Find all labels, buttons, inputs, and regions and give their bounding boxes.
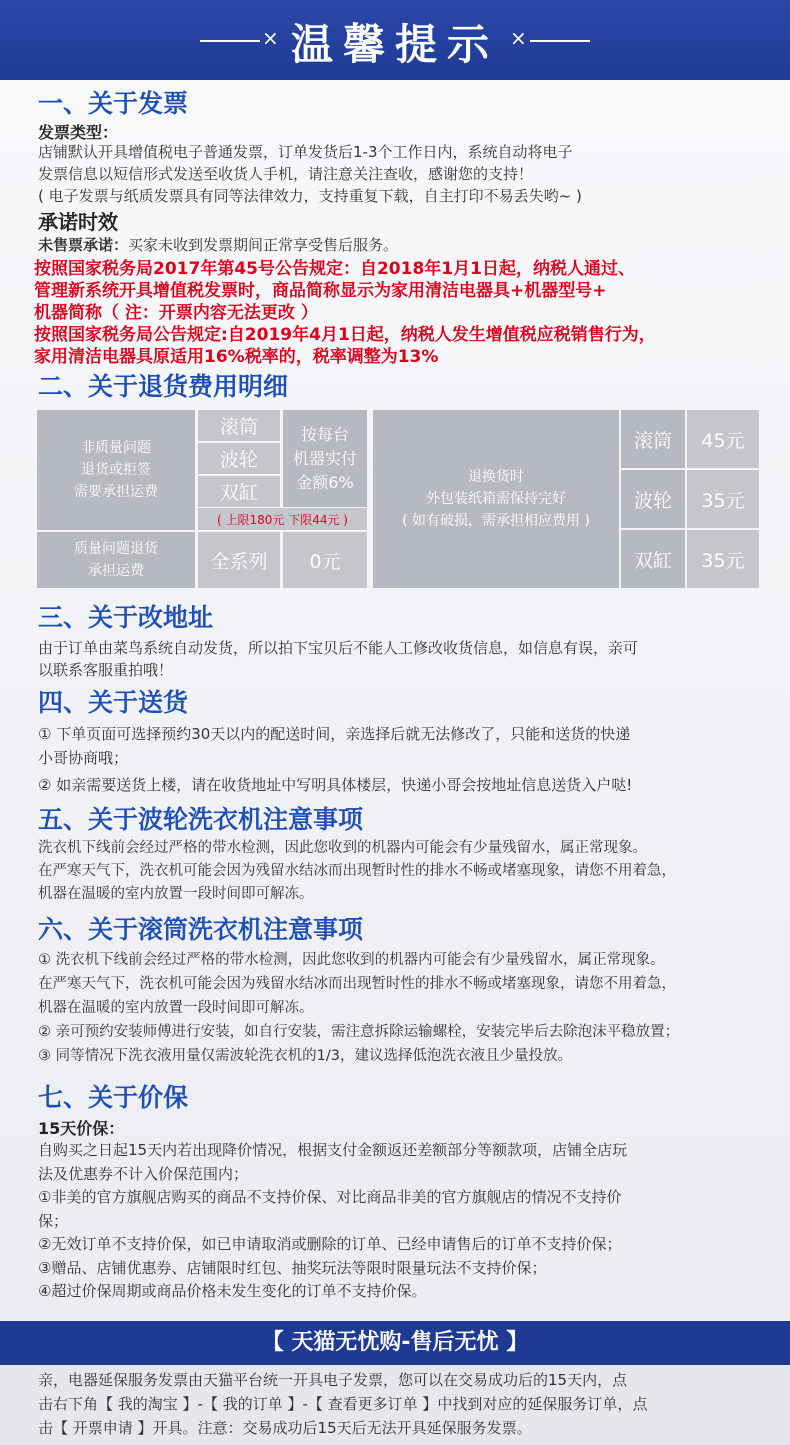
drum-line: 在严寒天气下，洗衣机可能会因为残留水结冰而出现暂时性的排水不畅或堵塞现象，请您不用着急， [38, 976, 676, 992]
quality-label-cell [37, 532, 195, 588]
page-title: 温馨提示 [290, 20, 499, 69]
price-line: 自购买之日起15天内若出现降价情况，根据支付金额返还差额部分等额款项，店铺全店玩 [38, 1141, 628, 1159]
cell-line: 承担运费 [88, 563, 144, 579]
type-drum-cell: 滚筒 [198, 410, 280, 441]
address-line: 以联系客服重拍哦！ [38, 661, 174, 679]
nonquality-label-cell [37, 410, 195, 530]
footer-line: 击【 开票申请 】开具。注意：交易成功后15天后无法开具延保服务发票。 [38, 1419, 532, 1437]
section-price-protect-heading: 七、关于价保 [38, 1083, 189, 1112]
promise-heading: 承诺时效 [38, 210, 118, 234]
invoice-type-text [38, 141, 758, 207]
tax-line: 按照国家税务局公告规定:自2019年4月1日起，纳税人发生增值税应税销售行为， [34, 325, 656, 345]
cell-line: 机器实付 [292, 448, 357, 468]
address-line: 由于订单由菜鸟系统自动发货，所以拍下宝贝后不能人工修改收货信息，如信息有误，亲可 [38, 639, 639, 657]
cell-line: 需要承担运费 [74, 484, 158, 500]
drum-text [38, 948, 783, 1068]
delivery-line: 小哥协商哦； [38, 749, 129, 767]
invoice-line: 店铺默认开具增值税电子普通发票，订单发货后1-3个工作日内，系统自动将电子 [38, 143, 573, 161]
section-pulsator-heading: 五、关于波轮洗衣机注意事项 [38, 805, 364, 834]
footer-line: 击右下角【 我的淘宝 】-【 我的订单 】-【 查看更多订单 】中找到对应的延保服务订单，点 [38, 1395, 648, 1413]
header-left-x: × [262, 26, 279, 50]
invoice-line: ( 电子发票与纸质发票具有同等法律效力，支持重复下载，自主打印不易丢失哟~ ) [38, 187, 582, 205]
exchange-type-twintub: 双缸 [621, 530, 685, 588]
footer-line: 亲，电器延保服务发票由天猫平台统一开具电子发票，您可以在交易成功后的15天内，点 [38, 1371, 628, 1389]
cell-line: 非质量问题 [81, 440, 151, 456]
cell-line: 金额6% [296, 472, 354, 492]
price-line: ②无效订单不支持价保，如已申请取消或删除的订单、已经申请售后的订单不支持价保； [38, 1235, 622, 1253]
cell-line: 按每台 [300, 424, 349, 444]
header-right-x: × [510, 26, 527, 50]
exchange-type-pulsator: 波轮 [621, 470, 685, 528]
tax-line: 管理新系统开具增值税发票时，商品简称显示为家用清洁电器具+机器型号+ [34, 281, 607, 301]
drum-line: 机器在温暖的室内放置一段时间即可解冻。 [38, 1000, 314, 1016]
pulsator-line: 洗衣机下线前会经过严格的带水检测，因此您收到的机器内可能会有少量残留水，属正常现象。 [38, 840, 647, 856]
quality-scope-cell: 全系列 [198, 532, 280, 588]
footer-text [38, 1368, 778, 1440]
promise-label: 未售票承诺： [38, 236, 129, 254]
promise-line [38, 234, 758, 256]
section-invoice-heading: 一、关于发票 [38, 89, 189, 118]
type-pulsator-cell: 波轮 [198, 443, 280, 474]
price-line: ④超过价保周期或商品价格未发生变化的订单不支持价保。 [38, 1282, 427, 1300]
price-line: ①非美的官方旗舰店购买的商品不支持价保、对比商品非美的官方旗舰店的情况不支持价 [38, 1188, 622, 1206]
cell-line: 外包装纸箱需保持完好 [425, 491, 566, 507]
section-address-heading: 三、关于改地址 [38, 603, 214, 632]
fee-cap-note: ( 上限180元 下限44元 ) [198, 508, 367, 530]
invoice-type-label: 发票类型： [38, 123, 119, 142]
tax-line: 按照国家税务局2017年第45号公告规定：自2018年1月1日起，纳税人通过、 [34, 259, 635, 279]
cell-line: 质量问题退货 [74, 541, 158, 557]
drum-line: ③ 同等情况下洗衣液用量仅需波轮洗衣机的1/3，建议选择低泡洗衣液且少量投放。 [38, 1048, 572, 1064]
pulsator-line: 在严寒天气下，洗衣机可能会因为残留水结冰而出现暂时性的排水不畅或堵塞现象，请您不用着急， [38, 863, 676, 879]
header-right-line [530, 40, 590, 42]
section-drum-heading: 六、关于滚筒洗衣机注意事项 [38, 915, 364, 944]
cell-line: 退货或拒签 [81, 462, 151, 478]
exchange-label-cell [373, 410, 619, 588]
tax-notice [34, 258, 774, 368]
exchange-fee-pulsator: 35元 [687, 470, 759, 528]
exchange-type-drum: 滚筒 [621, 410, 685, 468]
drum-line: ① 洗衣机下线前会经过严格的带水检测，因此您收到的机器内可能会有少量残留水，属正常现象。 [38, 952, 665, 968]
section-delivery-heading: 四、关于送货 [38, 688, 189, 717]
cell-line: 退换货时 [467, 469, 524, 485]
quality-fee-cell: 0元 [283, 532, 367, 588]
cell-line: ( 如有破损，需承担相应费用 ) [402, 513, 590, 529]
address-text [38, 637, 758, 681]
tax-line: 机器简称（ 注：开票内容无法更改 ） [34, 303, 318, 323]
invoice-line: 发票信息以短信形式发送至收货人手机，请注意关注查收，感谢您的支持！ [38, 165, 534, 183]
delivery-text [38, 722, 758, 797]
delivery-line: ① 下单页面可选择预约30天以内的配送时间，亲选择后就无法修改了，只能和送货的快递 [38, 725, 631, 743]
promise-text: 买家未收到发票期间正常享受售后服务。 [128, 236, 399, 254]
section-return-fee-heading: 二、关于退货费用明细 [38, 372, 289, 401]
price-protect-sub: 15天价保： [38, 1119, 125, 1138]
delivery-line: ② 如亲需要送货上楼，请在收货地址中写明具体楼层，快递小哥会按地址信息送货入户哒! [38, 776, 633, 794]
tax-line: 家用清洁电器具原适用16%税率的，税率调整为13% [34, 347, 439, 367]
exchange-fee-drum: 45元 [687, 410, 759, 468]
price-line: 保； [38, 1211, 69, 1230]
pulsator-line: 机器在温暖的室内放置一段时间即可解冻。 [38, 886, 314, 902]
price-line: ③赠品、店铺优惠券、店铺限时红包、抽奖玩法等限时限量玩法不支持价保； [38, 1258, 547, 1277]
exchange-fee-twintub: 35元 [687, 530, 759, 588]
type-twintub-cell: 双缸 [198, 476, 280, 507]
worry-free-banner: 【 天猫无忧购-售后无忧 】 [0, 1321, 790, 1365]
price-line: 法及优惠券不计入价保范围内； [38, 1164, 249, 1183]
price-protect-text [38, 1139, 778, 1304]
drum-line: ② 亲可预约安装师傅进行安装，如自行安装，需注意拆除运输螺栓，安装完毕后去除泡沫平稳放置； [38, 1024, 680, 1040]
fee-rule-cell [283, 410, 367, 507]
pulsator-text [38, 837, 778, 906]
